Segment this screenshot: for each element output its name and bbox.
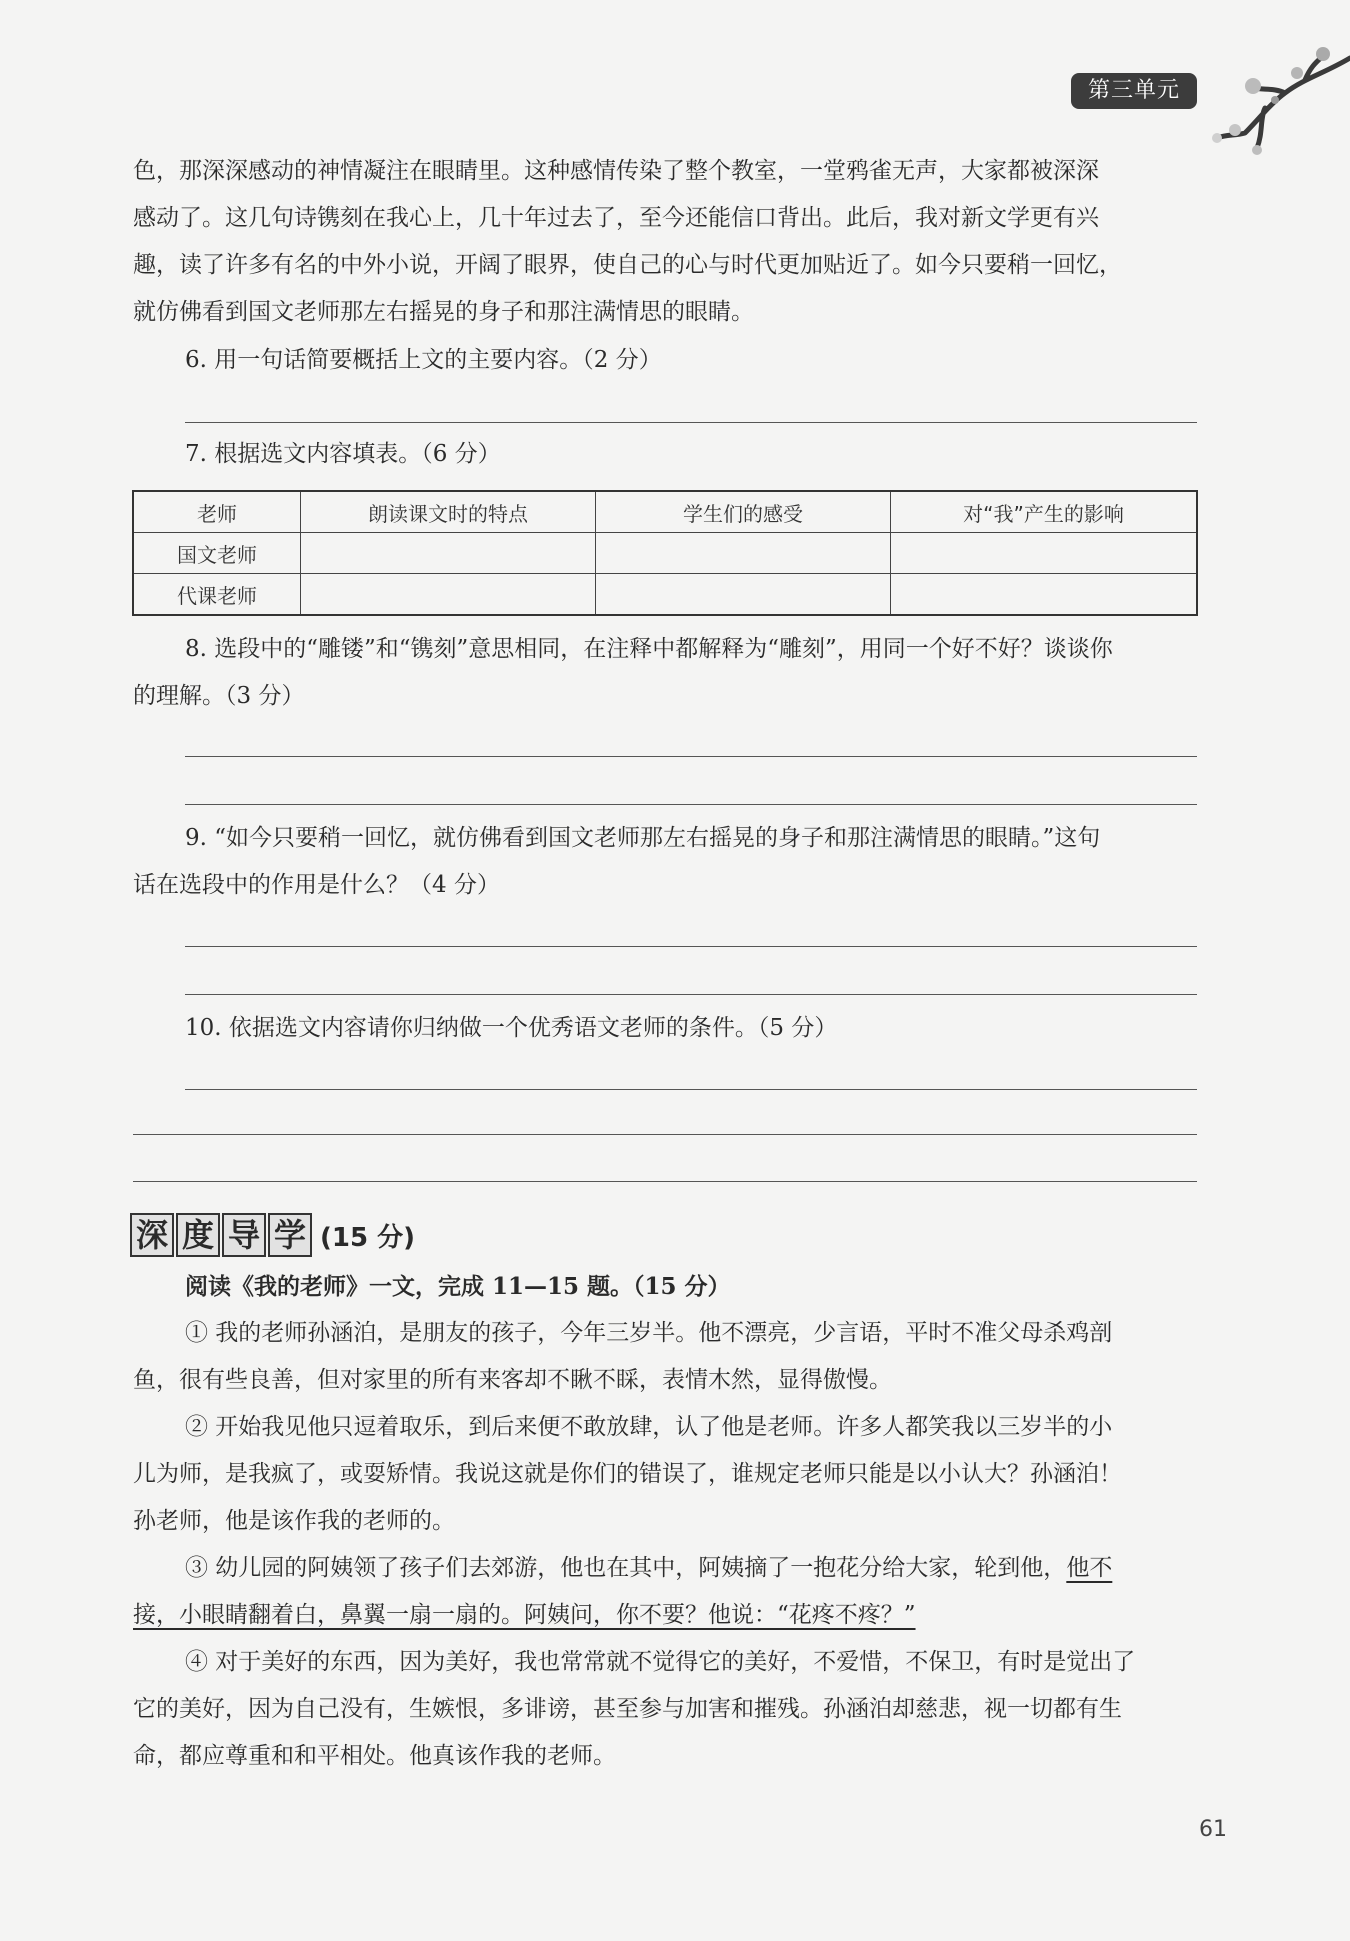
passage-line: ④ 对于美好的东西，因为美好，我也常常就不觉得它的美好，不爱惜，不保卫，有时是觉出了 xyxy=(185,1649,1136,1675)
table-cell[interactable] xyxy=(891,574,1198,616)
passage-line: 孙老师，他是该作我的老师的。 xyxy=(133,1508,455,1534)
answer-line[interactable] xyxy=(185,804,1197,805)
question-10: 10. 依据选文内容请你归纳做一个优秀语文老师的条件。（5 分） xyxy=(185,1015,838,1041)
question-9: 9. “如今只要稍一回忆，就仿佛看到国文老师那左右摇晃的身子和那注满情思的眼睛。”这句 xyxy=(185,825,1101,851)
section-title xyxy=(130,1213,415,1257)
underlined-text: 他不 xyxy=(1066,1555,1113,1581)
fill-table xyxy=(132,490,1198,616)
answer-line[interactable] xyxy=(185,1089,1197,1090)
passage-line: ① 我的老师孙涵泊，是朋友的孩子，今年三岁半。他不漂亮，少言语，平时不准父母杀鸡剖 xyxy=(185,1320,1113,1346)
page-number: 61 xyxy=(1199,1817,1227,1842)
passage-line: ② 开始我见他只逗着取乐，到后来便不敢放肆，认了他是老师。许多人都笑我以三岁半的小 xyxy=(185,1414,1113,1440)
question-8-cont: 的理解。（3 分） xyxy=(133,683,305,709)
table-header: 老师 xyxy=(133,491,301,533)
reading-instruction: 阅读《我的老师》一文，完成 11—15 题。（15 分） xyxy=(185,1273,731,1300)
row-label: 国文老师 xyxy=(133,533,301,574)
table-header: 朗读课文时的特点 xyxy=(301,491,596,533)
answer-line[interactable] xyxy=(185,994,1197,995)
section-score: (15 分) xyxy=(320,1222,415,1253)
section-title-char: 学 xyxy=(268,1213,312,1257)
passage-line: 色，那深深感动的神情凝注在眼睛里。这种感情传染了整个教室，一堂鸦雀无声，大家都被深深 xyxy=(133,158,1099,184)
question-8: 8. 选段中的“雕镂”和“镌刻”意思相同，在注释中都解释为“雕刻”，用同一个好不好？谈谈你 xyxy=(185,636,1113,662)
table-header: 学生们的感受 xyxy=(596,491,891,533)
passage-line: 感动了。这几句诗镌刻在我心上，几十年过去了，至今还能信口背出。此后，我对新文学更有兴 xyxy=(133,205,1099,231)
question-7: 7. 根据选文内容填表。（6 分） xyxy=(185,441,501,467)
section-title-char: 深 xyxy=(130,1213,174,1257)
passage-line: 就仿佛看到国文老师那左右摇晃的身子和那注满情思的眼睛。 xyxy=(133,299,754,325)
table-header-row xyxy=(133,491,1197,533)
section-title-char: 度 xyxy=(176,1213,220,1257)
table-cell[interactable] xyxy=(891,533,1198,574)
table-cell[interactable] xyxy=(301,574,596,616)
table-header: 对“我”产生的影响 xyxy=(891,491,1198,533)
row-label: 代课老师 xyxy=(133,574,301,616)
answer-line[interactable] xyxy=(185,756,1197,757)
section-title-char: 导 xyxy=(222,1213,266,1257)
passage-text: ③ 幼儿园的阿姨领了孩子们去郊游，他也在其中，阿姨摘了一抱花分给大家，轮到他， xyxy=(185,1555,1067,1581)
passage-line: 鱼，很有些良善，但对家里的所有来客却不瞅不睬，表情木然，显得傲慢。 xyxy=(133,1367,892,1393)
question-9-cont: 话在选段中的作用是什么？（4 分） xyxy=(133,872,500,898)
table-cell[interactable] xyxy=(596,574,891,616)
unit-badge: 第三单元 xyxy=(1071,73,1197,109)
table-row xyxy=(133,533,1197,574)
passage-line: 趣，读了许多有名的中外小说，开阔了眼界，使自己的心与时代更加贴近了。如今只要稍一回忆， xyxy=(133,252,1122,278)
answer-line[interactable] xyxy=(185,946,1197,947)
underlined-text: 接，小眼睛翻着白，鼻翼一扇一扇的。阿姨问，你不要？他说：“花疼不疼？” xyxy=(133,1602,916,1628)
answer-line[interactable] xyxy=(133,1134,1197,1135)
table-row xyxy=(133,574,1197,616)
passage-line xyxy=(133,1545,1197,1592)
answer-line[interactable] xyxy=(185,422,1197,423)
passage-line: 命，都应尊重和和平相处。他真该作我的老师。 xyxy=(133,1743,616,1769)
table-cell[interactable] xyxy=(301,533,596,574)
table-cell[interactable] xyxy=(596,533,891,574)
passage-line: 儿为师，是我疯了，或耍矫情。我说这就是你们的错误了，谁规定老师只能是以小认大？孙涵泊！ xyxy=(133,1461,1122,1487)
question-6: 6. 用一句话简要概括上文的主要内容。（2 分） xyxy=(185,347,662,373)
plum-branch-icon xyxy=(1205,38,1350,168)
passage-line xyxy=(133,1592,1197,1639)
passage-line: 它的美好，因为自己没有，生嫉恨，多诽谤，甚至参与加害和摧残。孙涵泊却慈悲，视一切都有生 xyxy=(133,1696,1122,1722)
answer-line[interactable] xyxy=(133,1181,1197,1182)
